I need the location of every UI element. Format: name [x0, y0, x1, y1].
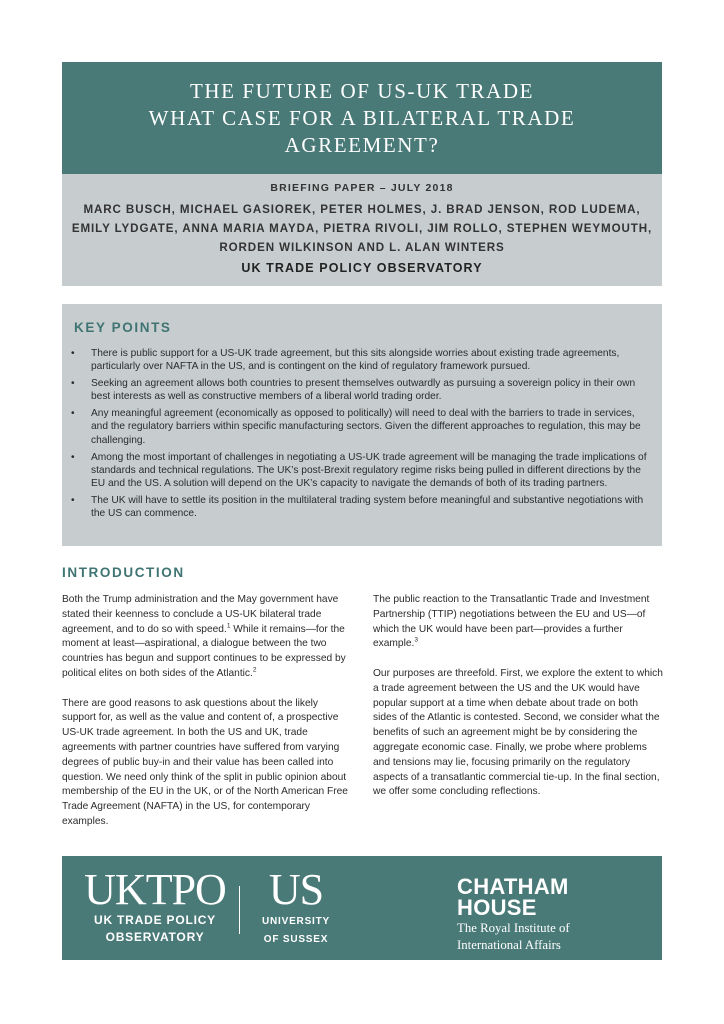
briefing-date: BRIEFING PAPER – JULY 2018	[270, 182, 454, 194]
paragraph-text: The public reaction to the Transatlantic Trade and Investment Partnership (TTIP) negotiations between the EU and US—of which the UK would have been part—provides a further example.	[373, 594, 650, 650]
paragraph-text: Both the Trump administration and the May government have stated their keenness to conclude a US-UK bilateral trade agreement, and to do so with speed.	[62, 594, 339, 635]
logo-divider	[239, 886, 240, 934]
chatham-subtitle-1: The Royal Institute of	[457, 921, 570, 935]
list-item	[70, 377, 654, 404]
title-banner	[62, 62, 662, 174]
uktpo-logo	[76, 865, 234, 944]
publisher-name: UK TRADE POLICY OBSERVATORY	[241, 261, 483, 275]
paragraph-text: While it remains—for the moment at least—aspirational, a dialogue between the two countries has begun and support continues to be expressed by political elites on both sides of the Atlantic.	[62, 623, 346, 679]
authors-line-2: EMILY LYDGATE, ANNA MARIA MAYDA, PIETRA RIVOLI, JIM ROLLO, STEPHEN WEYMOUTH,	[71, 222, 653, 235]
list-item	[70, 347, 654, 374]
key-point-text: The UK will have to settle its position in the multilateral trading system before meaningful and substantive negotiations with the US can commence.	[91, 494, 644, 520]
key-points-list	[70, 347, 654, 524]
intro-paragraph: There are good reasons to ask questions about the likely support for, as well as the value and content of, a prospective US-UK trade agreement. In both the US and UK, trade agreements with partner countries have suffered from varying degrees of public buy-in and their value has been called into question. We need only think of the split in public opinion about membership of the EU in the UK, or of the North American Free Trade Agreement (NAFTA) in the US, for contemporary examples.	[62, 697, 348, 827]
bullet-icon: •	[71, 494, 75, 506]
list-item	[70, 407, 654, 447]
intro-paragraph: Our purposes are threefold. First, we explore the extent to which a trade agreement between the US and the UK would have popular support at a time when debate about trade on both sides of the Atlantic is contested. Second, we consider what the benefits of such an agreement might be by considering the aggregate economic case. Finally, we probe where problems and tensions may lie, focusing primarily on the regulatory aspects of a transatlantic commercial tie-up. In the final section, we offer some concluding reflections.	[373, 667, 663, 798]
uktpo-subtitle-2: OBSERVATORY	[105, 930, 205, 944]
sussex-subtitle-1: UNIVERSITY	[261, 916, 330, 927]
key-point-text: Among the most important of challenges in negotiating a US-UK trade agreement will be managing the trade implications of standards and technical regulations. The UK’s post-Brexit regulatory regime risks being pulled in different directions by the EU and the US. A solution will depend on the UK’s capacity to navigate the demands of both of its trading partners.	[91, 451, 647, 490]
intro-column-left	[62, 593, 352, 845]
chatham-wordmark-1: CHATHAM	[457, 874, 569, 899]
intro-paragraph	[373, 593, 663, 652]
bullet-icon: •	[71, 348, 75, 359]
footer-banner	[62, 856, 662, 960]
footnote-ref[interactable]: 1	[226, 622, 231, 630]
key-points-heading: KEY POINTS	[74, 320, 172, 335]
uktpo-subtitle-1: UK TRADE POLICY	[93, 913, 216, 927]
list-item	[70, 494, 654, 521]
title-line-3: AGREEMENT?	[284, 132, 440, 157]
key-point-text: Seeking an agreement allows both countries to present themselves outwardly as pursuing a sovereign policy in their own best interests as well as constructive members of a liberal world trading order.	[91, 378, 636, 403]
chatham-house-logo	[457, 876, 637, 952]
bullet-icon: •	[71, 451, 75, 463]
introduction-heading: INTRODUCTION	[62, 565, 185, 580]
uktpo-wordmark: UKTPO	[84, 865, 226, 914]
sussex-logo	[250, 865, 342, 946]
footnote-ref[interactable]: 2	[252, 666, 257, 674]
footnote-ref[interactable]: 3	[414, 637, 418, 644]
authors-line-1: MARC BUSCH, MICHAEL GASIOREK, PETER HOLMES, J. BRAD JENSON, ROD LUDEMA,	[83, 203, 641, 216]
sussex-subtitle-2: OF SUSSEX	[263, 934, 329, 945]
list-item	[70, 451, 654, 491]
chatham-subtitle-2: International Affairs	[457, 938, 561, 952]
bullet-icon: •	[71, 408, 75, 420]
bullet-icon: •	[71, 378, 75, 390]
title-line-2: WHAT CASE FOR A BILATERAL TRADE	[148, 105, 576, 130]
sussex-wordmark: US	[268, 865, 324, 914]
key-point-text: Any meaningful agreement (economically as opposed to politically) will need to deal with the barriers to trade in services, and the regulatory barriers within specific manufacturing sectors. Given the different approaches to regulation, this may be challenging.	[91, 408, 641, 446]
chatham-wordmark-2: HOUSE	[457, 895, 537, 920]
key-point-text: There is public support for a US-UK trade agreement, but this sits alongside worries about existing trade agreements, particularly over NAFTA in the US, and is contingent on the kind of regulatory framework pursued.	[91, 348, 620, 373]
authors-line-3: RORDEN WILKINSON AND L. ALAN WINTERS	[219, 241, 505, 254]
intro-column-right	[373, 593, 663, 815]
intro-paragraph	[62, 593, 352, 682]
key-points-box	[62, 304, 662, 546]
meta-banner	[62, 174, 662, 286]
title-line-1: THE FUTURE OF US-UK TRADE	[189, 78, 535, 103]
